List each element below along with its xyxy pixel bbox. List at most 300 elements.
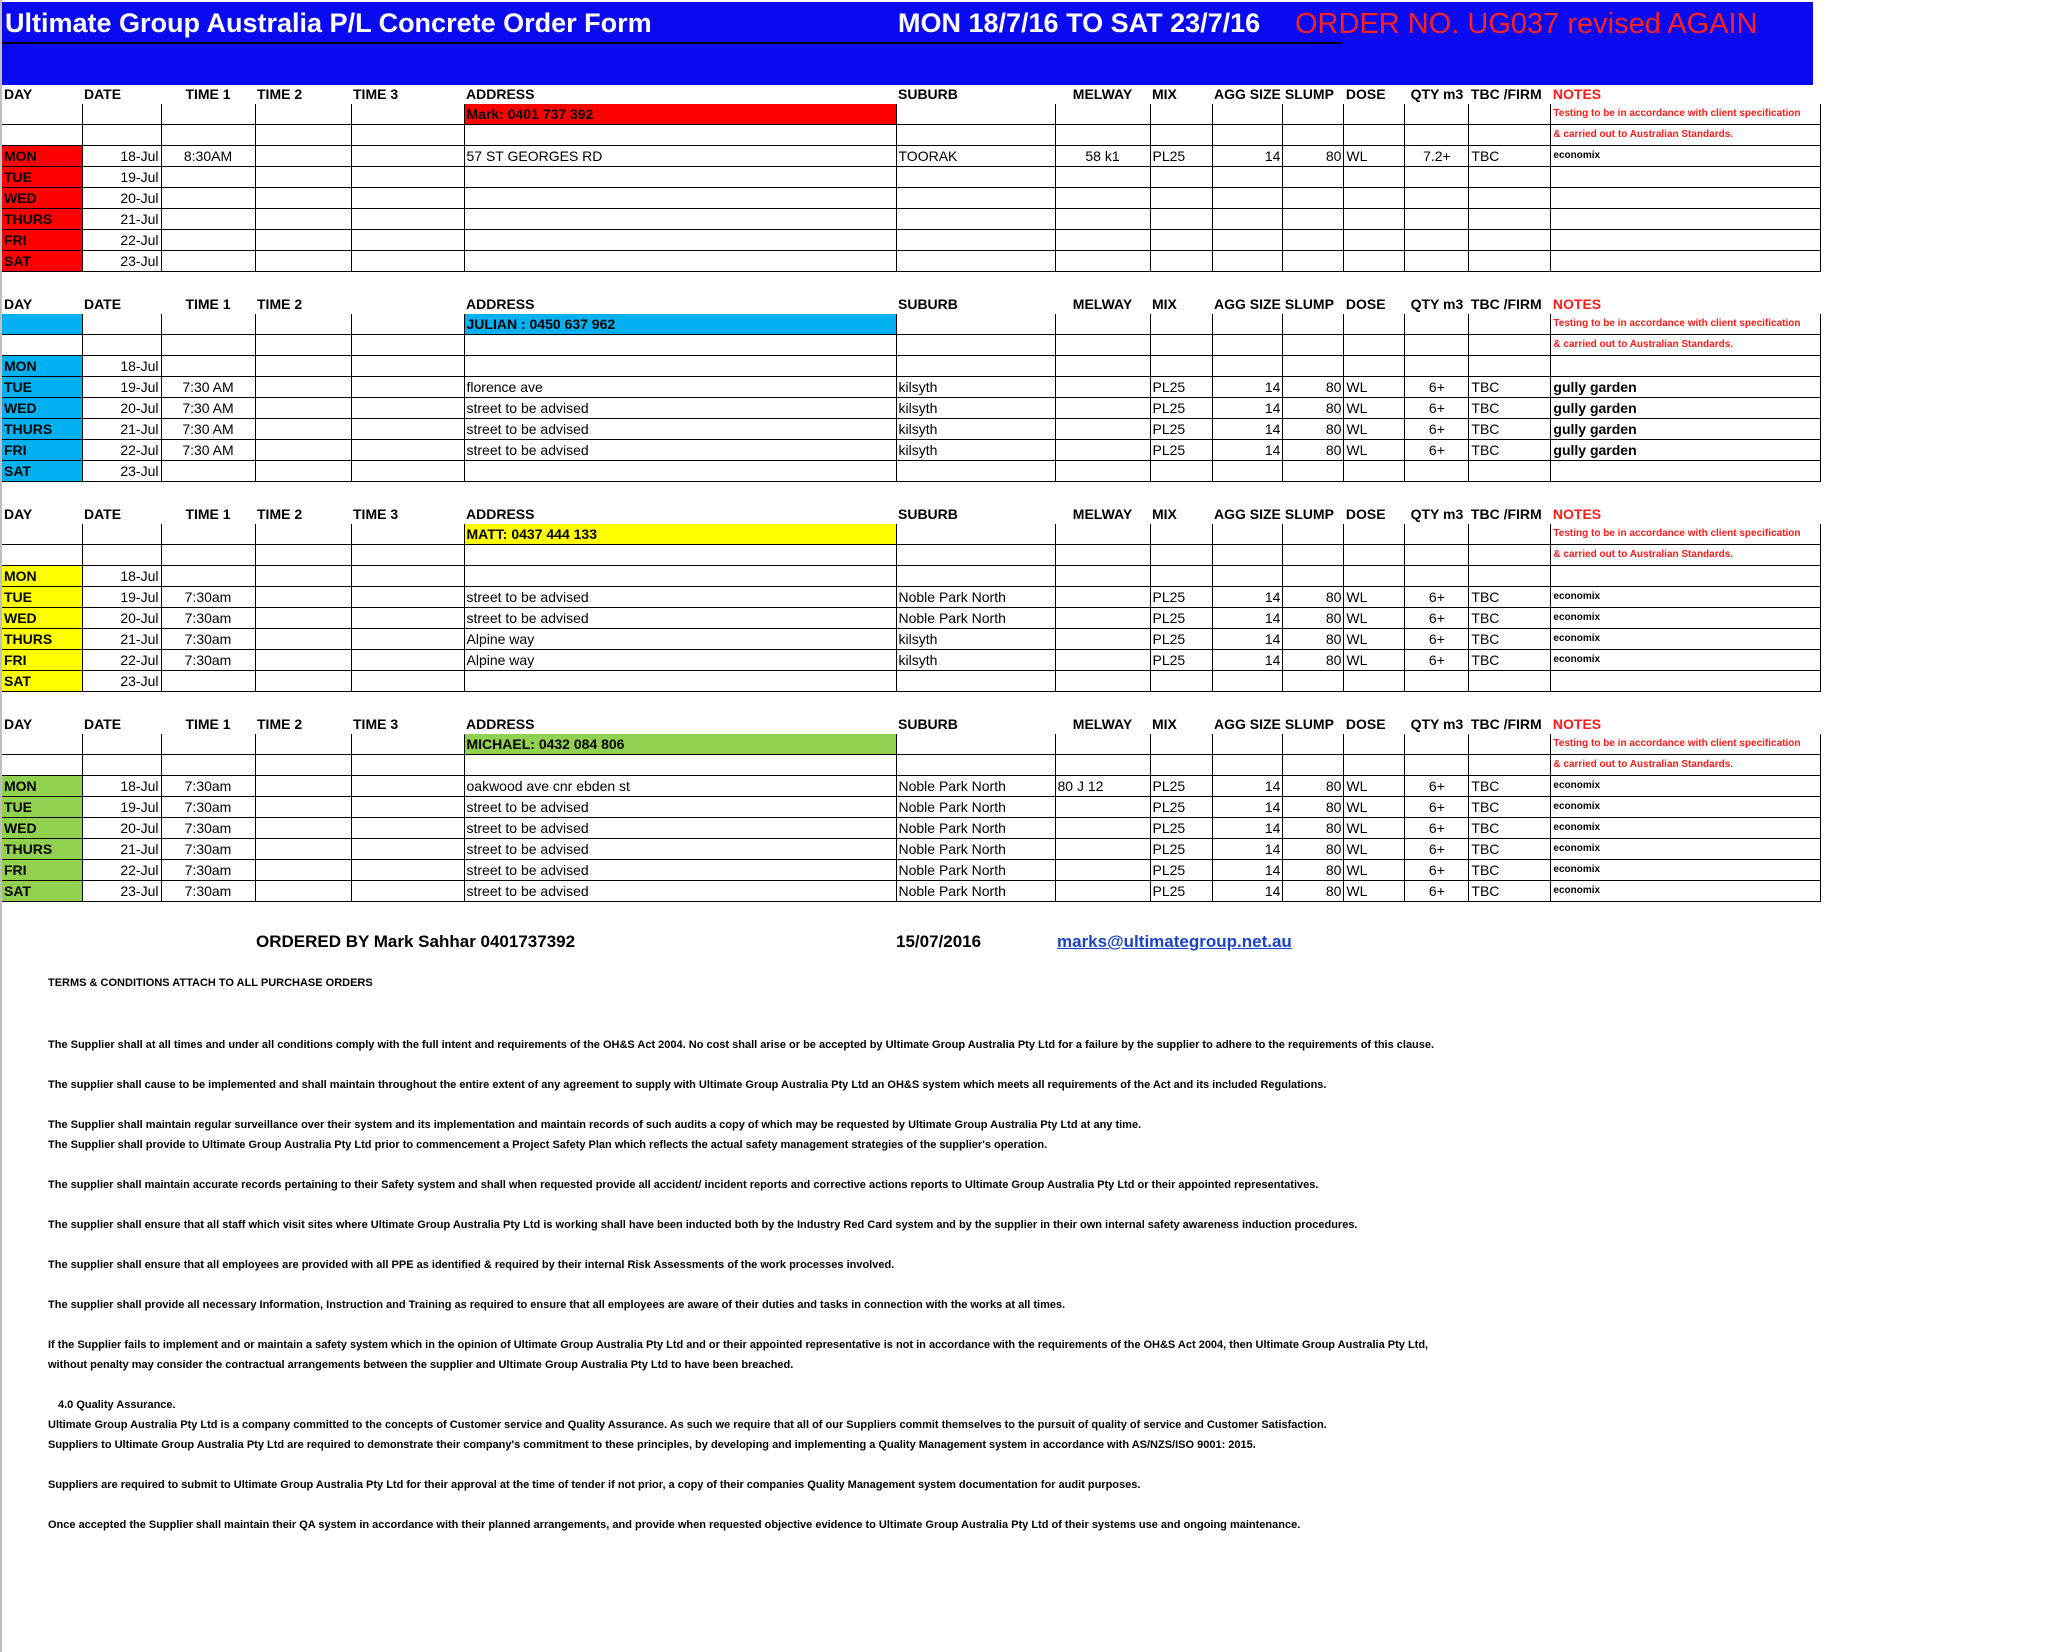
empty-cell <box>255 104 351 125</box>
empty-cell <box>1405 314 1469 335</box>
cell-time2 <box>255 209 351 230</box>
empty-cell <box>1283 335 1344 356</box>
header-date: DATE <box>84 86 122 102</box>
note-row <box>2 545 1821 566</box>
cell-day: FRI <box>2 230 82 251</box>
table-row <box>2 356 1821 377</box>
cell-time1: 7:30am <box>161 650 255 671</box>
header-address: ADDRESS <box>466 506 535 522</box>
cell-tbc: TBC <box>1469 419 1551 440</box>
cell-date: 21-Jul <box>82 419 161 440</box>
cell-time1: 7:30 AM <box>161 440 255 461</box>
cell-date: 19-Jul <box>82 167 161 188</box>
cell-dose <box>1344 167 1405 188</box>
header-tbc: TBC /FIRM <box>1470 506 1542 522</box>
cell-qty <box>1405 230 1469 251</box>
empty-cell <box>1405 335 1469 356</box>
table-row <box>2 209 1821 230</box>
cell-day: TUE <box>2 587 82 608</box>
cell-qty <box>1405 251 1469 272</box>
cell-mix: PL25 <box>1150 377 1212 398</box>
cell-date: 22-Jul <box>82 230 161 251</box>
cell-day: FRI <box>2 860 82 881</box>
cell-tbc <box>1469 188 1551 209</box>
cell-qty: 6+ <box>1405 377 1469 398</box>
note-row <box>2 125 1821 146</box>
header-agg: AGG SIZE <box>1214 296 1281 312</box>
cell-time1 <box>161 461 255 482</box>
header-address: ADDRESS <box>466 296 535 312</box>
cell-mix <box>1150 461 1212 482</box>
cell-day: SAT <box>2 881 82 902</box>
cell-day: SAT <box>2 251 82 272</box>
empty-cell <box>1212 734 1283 755</box>
empty-cell <box>1212 545 1283 566</box>
header-date: DATE <box>84 716 122 732</box>
empty-cell <box>351 335 464 356</box>
cell-qty <box>1405 461 1469 482</box>
empty-cell <box>161 125 255 146</box>
cell-time3 <box>351 188 464 209</box>
cell-melway <box>1055 188 1150 209</box>
note-row <box>2 335 1821 356</box>
contact-name-phone: JULIAN : 0450 637 962 <box>464 314 896 335</box>
terms-line: The Supplier shall maintain regular surveillance over their system and its implementation and maintain records of such audits a copy of which may be requested by Ultimate Group Australia Pty Ltd at any time. <box>48 1119 1142 1131</box>
cell-slump <box>1283 167 1344 188</box>
cell-melway: 58 k1 <box>1055 146 1150 167</box>
cell-mix: PL25 <box>1150 797 1212 818</box>
empty-cell <box>1344 104 1405 125</box>
empty-cell <box>1212 524 1283 545</box>
cell-agg: 14 <box>1212 629 1283 650</box>
header-mix: MIX <box>1152 86 1177 102</box>
table-row <box>2 461 1821 482</box>
cell-tbc: TBC <box>1469 587 1551 608</box>
header-time2: TIME 2 <box>257 506 303 522</box>
cell-dose: WL <box>1344 398 1405 419</box>
empty-cell <box>2 755 82 776</box>
cell-suburb <box>896 230 1055 251</box>
cell-dose: WL <box>1344 860 1405 881</box>
empty-cell <box>1150 314 1212 335</box>
header-date: DATE <box>84 296 122 312</box>
cell-slump: 80 <box>1283 398 1344 419</box>
table-header-row <box>2 84 1821 104</box>
cell-notes: economix <box>1551 860 1821 881</box>
cell-suburb <box>896 209 1055 230</box>
empty-cell <box>896 125 1055 146</box>
header-time1: TIME 1 <box>185 716 231 732</box>
cell-mix: PL25 <box>1150 881 1212 902</box>
empty-cell <box>1405 104 1469 125</box>
cell-time2 <box>255 818 351 839</box>
header-date: DATE <box>84 506 122 522</box>
header-time1: TIME 1 <box>185 296 231 312</box>
cell-date: 21-Jul <box>82 629 161 650</box>
table-row <box>2 377 1821 398</box>
empty-cell <box>1055 335 1150 356</box>
terms-line: The supplier shall cause to be implemented and shall maintain throughout the entire extent of any agreement to supply with Ultimate Group Australia Pty Ltd an OH&S system which meets all requirements of the Act and its included Regulations. <box>48 1079 1327 1091</box>
cell-melway <box>1055 650 1150 671</box>
cell-mix <box>1150 188 1212 209</box>
cell-agg: 14 <box>1212 440 1283 461</box>
order-table-3 <box>2 504 1821 692</box>
email-link[interactable]: marks@ultimategroup.net.au <box>1057 932 1292 951</box>
cell-tbc: TBC <box>1469 146 1551 167</box>
cell-tbc <box>1469 251 1551 272</box>
header-agg: AGG SIZE <box>1214 86 1281 102</box>
empty-cell <box>82 545 161 566</box>
empty-cell <box>1405 125 1469 146</box>
cell-time1: 7:30am <box>161 797 255 818</box>
header-agg: AGG SIZE <box>1214 506 1281 522</box>
cell-date: 19-Jul <box>82 797 161 818</box>
cell-suburb <box>896 566 1055 587</box>
cell-agg <box>1212 188 1283 209</box>
empty-cell <box>255 524 351 545</box>
empty-cell <box>1283 104 1344 125</box>
cell-time1: 7:30am <box>161 776 255 797</box>
header-mix: MIX <box>1152 506 1177 522</box>
cell-time3 <box>351 860 464 881</box>
empty-cell <box>1283 545 1344 566</box>
cell-time2 <box>255 566 351 587</box>
terms-line: without penalty may consider the contractual arrangements between the supplier and Ultimate Group Australia Pty Ltd to have been breached. <box>48 1359 794 1371</box>
cell-dose: WL <box>1344 440 1405 461</box>
testing-note-1: Testing to be in accordance with client specification <box>1551 734 1821 755</box>
cell-notes <box>1551 188 1821 209</box>
terms-line: Once accepted the Supplier shall maintain their QA system in accordance with their planned arrangements, and provide when requested objective evidence to Ultimate Group Australia Pty Ltd of their systems use and ongoing maintenance. <box>48 1519 1301 1531</box>
terms-line: If the Supplier fails to implement and or maintain a safety system which in the opinion of Ultimate Group Australia Pty Ltd and or their appointed representative is not in accordance with the requirements of the OH&S Act 2004, then Ultimate Group Australia Pty Ltd, <box>48 1339 1429 1351</box>
cell-melway <box>1055 209 1150 230</box>
cell-notes <box>1551 461 1821 482</box>
cell-suburb: kilsyth <box>896 650 1055 671</box>
cell-time2 <box>255 398 351 419</box>
empty-cell <box>255 734 351 755</box>
contact-row <box>2 314 1821 335</box>
cell-time3 <box>351 776 464 797</box>
table-row <box>2 419 1821 440</box>
header-time2: TIME 2 <box>257 86 303 102</box>
cell-notes <box>1551 167 1821 188</box>
cell-agg: 14 <box>1212 650 1283 671</box>
empty-cell <box>1283 524 1344 545</box>
table-row <box>2 566 1821 587</box>
empty-cell <box>1150 104 1212 125</box>
cell-time1 <box>161 167 255 188</box>
cell-time2 <box>255 419 351 440</box>
cell-suburb <box>896 188 1055 209</box>
cell-melway <box>1055 860 1150 881</box>
table-row <box>2 776 1821 797</box>
empty-cell <box>896 734 1055 755</box>
cell-tbc: TBC <box>1469 650 1551 671</box>
cell-time2 <box>255 881 351 902</box>
cell-suburb: kilsyth <box>896 398 1055 419</box>
header-mix: MIX <box>1152 716 1177 732</box>
terms-heading: TERMS & CONDITIONS ATTACH TO ALL PURCHASE ORDERS <box>48 977 373 989</box>
empty-cell <box>464 125 896 146</box>
empty-cell <box>1344 755 1405 776</box>
cell-time3 <box>351 209 464 230</box>
empty-cell <box>896 524 1055 545</box>
cell-time1: 8:30AM <box>161 146 255 167</box>
cell-dose: WL <box>1344 608 1405 629</box>
cell-mix: PL25 <box>1150 818 1212 839</box>
cell-time3 <box>351 167 464 188</box>
cell-tbc <box>1469 230 1551 251</box>
cell-notes: economix <box>1551 587 1821 608</box>
cell-melway <box>1055 671 1150 692</box>
cell-date: 22-Jul <box>82 440 161 461</box>
cell-qty <box>1405 209 1469 230</box>
cell-date: 19-Jul <box>82 587 161 608</box>
empty-cell <box>82 734 161 755</box>
empty-cell <box>1283 314 1344 335</box>
cell-time3 <box>351 356 464 377</box>
cell-suburb: Noble Park North <box>896 608 1055 629</box>
cell-day: WED <box>2 398 82 419</box>
empty-cell <box>161 104 255 125</box>
cell-suburb: kilsyth <box>896 440 1055 461</box>
cell-melway <box>1055 608 1150 629</box>
cell-slump <box>1283 209 1344 230</box>
empty-cell <box>1150 545 1212 566</box>
cell-melway <box>1055 629 1150 650</box>
cell-melway <box>1055 167 1150 188</box>
cell-time3 <box>351 671 464 692</box>
cell-qty: 6+ <box>1405 797 1469 818</box>
table-row <box>2 797 1821 818</box>
cell-day: TUE <box>2 167 82 188</box>
cell-time3 <box>351 587 464 608</box>
header-time3: TIME 3 <box>353 716 399 732</box>
cell-time3 <box>351 797 464 818</box>
cell-address <box>464 356 896 377</box>
cell-melway <box>1055 839 1150 860</box>
cell-notes: gully garden <box>1551 377 1821 398</box>
cell-melway <box>1055 797 1150 818</box>
empty-cell <box>1055 545 1150 566</box>
terms-line: The Supplier shall provide to Ultimate Group Australia Pty Ltd prior to commencement a Project Safety Plan which reflects the actual safety management strategies of the supplier's operation. <box>48 1139 1048 1151</box>
cell-agg <box>1212 251 1283 272</box>
cell-melway <box>1055 587 1150 608</box>
cell-time2 <box>255 671 351 692</box>
cell-dose <box>1344 566 1405 587</box>
empty-cell <box>1469 734 1551 755</box>
cell-time2 <box>255 188 351 209</box>
empty-cell <box>351 755 464 776</box>
cell-day: MON <box>2 356 82 377</box>
cell-date: 23-Jul <box>82 251 161 272</box>
cell-time2 <box>255 461 351 482</box>
cell-mix <box>1150 230 1212 251</box>
cell-agg <box>1212 461 1283 482</box>
cell-date: 20-Jul <box>82 398 161 419</box>
header-address: ADDRESS <box>466 86 535 102</box>
cell-time2 <box>255 839 351 860</box>
cell-agg: 14 <box>1212 419 1283 440</box>
empty-cell <box>2 545 82 566</box>
empty-cell <box>1212 755 1283 776</box>
cell-notes <box>1551 566 1821 587</box>
cell-time2 <box>255 629 351 650</box>
cell-agg: 14 <box>1212 398 1283 419</box>
cell-qty: 6+ <box>1405 650 1469 671</box>
header-address: ADDRESS <box>466 716 535 732</box>
empty-cell <box>82 335 161 356</box>
cell-time3 <box>351 146 464 167</box>
cell-slump: 80 <box>1283 881 1344 902</box>
cell-address: street to be advised <box>464 860 896 881</box>
empty-cell <box>1344 524 1405 545</box>
header-qty: QTY m3 <box>1410 86 1464 102</box>
cell-qty: 6+ <box>1405 839 1469 860</box>
header-time3 <box>351 294 464 314</box>
header-suburb: SUBURB <box>898 296 958 312</box>
empty-cell <box>1469 125 1551 146</box>
contact-row <box>2 104 1821 125</box>
cell-suburb <box>896 356 1055 377</box>
cell-address <box>464 566 896 587</box>
cell-day: TUE <box>2 797 82 818</box>
empty-cell <box>896 545 1055 566</box>
empty-cell <box>1055 125 1150 146</box>
cell-suburb: Noble Park North <box>896 818 1055 839</box>
empty-cell <box>82 314 161 335</box>
cell-dose: WL <box>1344 776 1405 797</box>
cell-slump: 80 <box>1283 377 1344 398</box>
cell-day: FRI <box>2 440 82 461</box>
table-header-row <box>2 294 1821 314</box>
cell-address: street to be advised <box>464 419 896 440</box>
cell-mix: PL25 <box>1150 839 1212 860</box>
cell-tbc: TBC <box>1469 377 1551 398</box>
cell-notes: gully garden <box>1551 398 1821 419</box>
cell-agg: 14 <box>1212 818 1283 839</box>
terms-line: The Supplier shall at all times and under all conditions comply with the full intent and requirements of the OH&S Act 2004. No cost shall arise or be accepted by Ultimate Group Australia Pty Ltd for a failure by the supplier to adhere to the requirements of this clause. <box>48 1039 1435 1051</box>
header-time2: TIME 2 <box>257 296 303 312</box>
cell-dose <box>1344 671 1405 692</box>
cell-dose: WL <box>1344 650 1405 671</box>
cell-dose: WL <box>1344 419 1405 440</box>
cell-address <box>464 671 896 692</box>
header-notes: NOTES <box>1552 296 1602 312</box>
cell-melway <box>1055 230 1150 251</box>
cell-slump: 80 <box>1283 818 1344 839</box>
cell-address <box>464 461 896 482</box>
cell-time3 <box>351 377 464 398</box>
empty-cell <box>1283 734 1344 755</box>
contact-name-phone: MATT: 0437 444 133 <box>464 524 896 545</box>
empty-cell <box>1344 335 1405 356</box>
cell-day: THURS <box>2 839 82 860</box>
empty-cell <box>351 524 464 545</box>
cell-suburb: Noble Park North <box>896 839 1055 860</box>
cell-melway <box>1055 461 1150 482</box>
cell-qty: 7.2+ <box>1405 146 1469 167</box>
cell-dose <box>1344 230 1405 251</box>
testing-note-2: & carried out to Australian Standards. <box>1551 545 1821 566</box>
empty-cell <box>1150 125 1212 146</box>
cell-mix: PL25 <box>1150 650 1212 671</box>
empty-cell <box>896 755 1055 776</box>
cell-suburb <box>896 671 1055 692</box>
table-header-row <box>2 714 1821 734</box>
cell-time1: 7:30am <box>161 608 255 629</box>
cell-agg: 14 <box>1212 881 1283 902</box>
testing-note-2: & carried out to Australian Standards. <box>1551 125 1821 146</box>
cell-mix: PL25 <box>1150 398 1212 419</box>
cell-address: street to be advised <box>464 818 896 839</box>
cell-agg: 14 <box>1212 797 1283 818</box>
cell-time3 <box>351 419 464 440</box>
cell-date: 23-Jul <box>82 461 161 482</box>
banner-divider <box>2 42 1342 44</box>
empty-cell <box>2 335 82 356</box>
empty-cell <box>351 314 464 335</box>
terms-line: The supplier shall provide all necessary Information, Instruction and Training as required to ensure that all employees are aware of their duties and tasks in connection with the works at all times. <box>48 1299 1066 1311</box>
cell-suburb: Noble Park North <box>896 860 1055 881</box>
cell-slump: 80 <box>1283 440 1344 461</box>
cell-dose <box>1344 356 1405 377</box>
cell-agg <box>1212 167 1283 188</box>
cell-tbc <box>1469 566 1551 587</box>
cell-dose: WL <box>1344 629 1405 650</box>
cell-notes: economix <box>1551 797 1821 818</box>
cell-agg <box>1212 671 1283 692</box>
ordered-by: ORDERED BY Mark Sahhar 0401737392 <box>256 932 576 951</box>
header-slump: SLUMP <box>1284 86 1334 102</box>
cell-time2 <box>255 650 351 671</box>
cell-address: street to be advised <box>464 881 896 902</box>
empty-cell <box>255 755 351 776</box>
table-row <box>2 188 1821 209</box>
cell-day: TUE <box>2 377 82 398</box>
order-table-1 <box>2 84 1821 272</box>
cell-slump: 80 <box>1283 776 1344 797</box>
cell-qty: 6+ <box>1405 587 1469 608</box>
cell-date: 21-Jul <box>82 209 161 230</box>
header-qty: QTY m3 <box>1410 506 1464 522</box>
cell-notes: gully garden <box>1551 419 1821 440</box>
table-row <box>2 818 1821 839</box>
cell-notes <box>1551 356 1821 377</box>
empty-cell <box>2 524 82 545</box>
cell-suburb <box>896 251 1055 272</box>
cell-day: THURS <box>2 209 82 230</box>
cell-address: street to be advised <box>464 839 896 860</box>
empty-cell <box>464 545 896 566</box>
cell-mix <box>1150 671 1212 692</box>
cell-time1: 7:30am <box>161 818 255 839</box>
cell-suburb: Noble Park North <box>896 776 1055 797</box>
empty-cell <box>1055 524 1150 545</box>
cell-dose: WL <box>1344 377 1405 398</box>
cell-day: THURS <box>2 419 82 440</box>
cell-time3 <box>351 629 464 650</box>
cell-time1 <box>161 251 255 272</box>
header-melway: MELWAY <box>1072 86 1133 102</box>
empty-cell <box>82 104 161 125</box>
note-row <box>2 755 1821 776</box>
empty-cell <box>1469 545 1551 566</box>
empty-cell <box>1150 734 1212 755</box>
cell-dose: WL <box>1344 818 1405 839</box>
header-slump: SLUMP <box>1284 506 1334 522</box>
table-row <box>2 650 1821 671</box>
cell-date: 21-Jul <box>82 839 161 860</box>
